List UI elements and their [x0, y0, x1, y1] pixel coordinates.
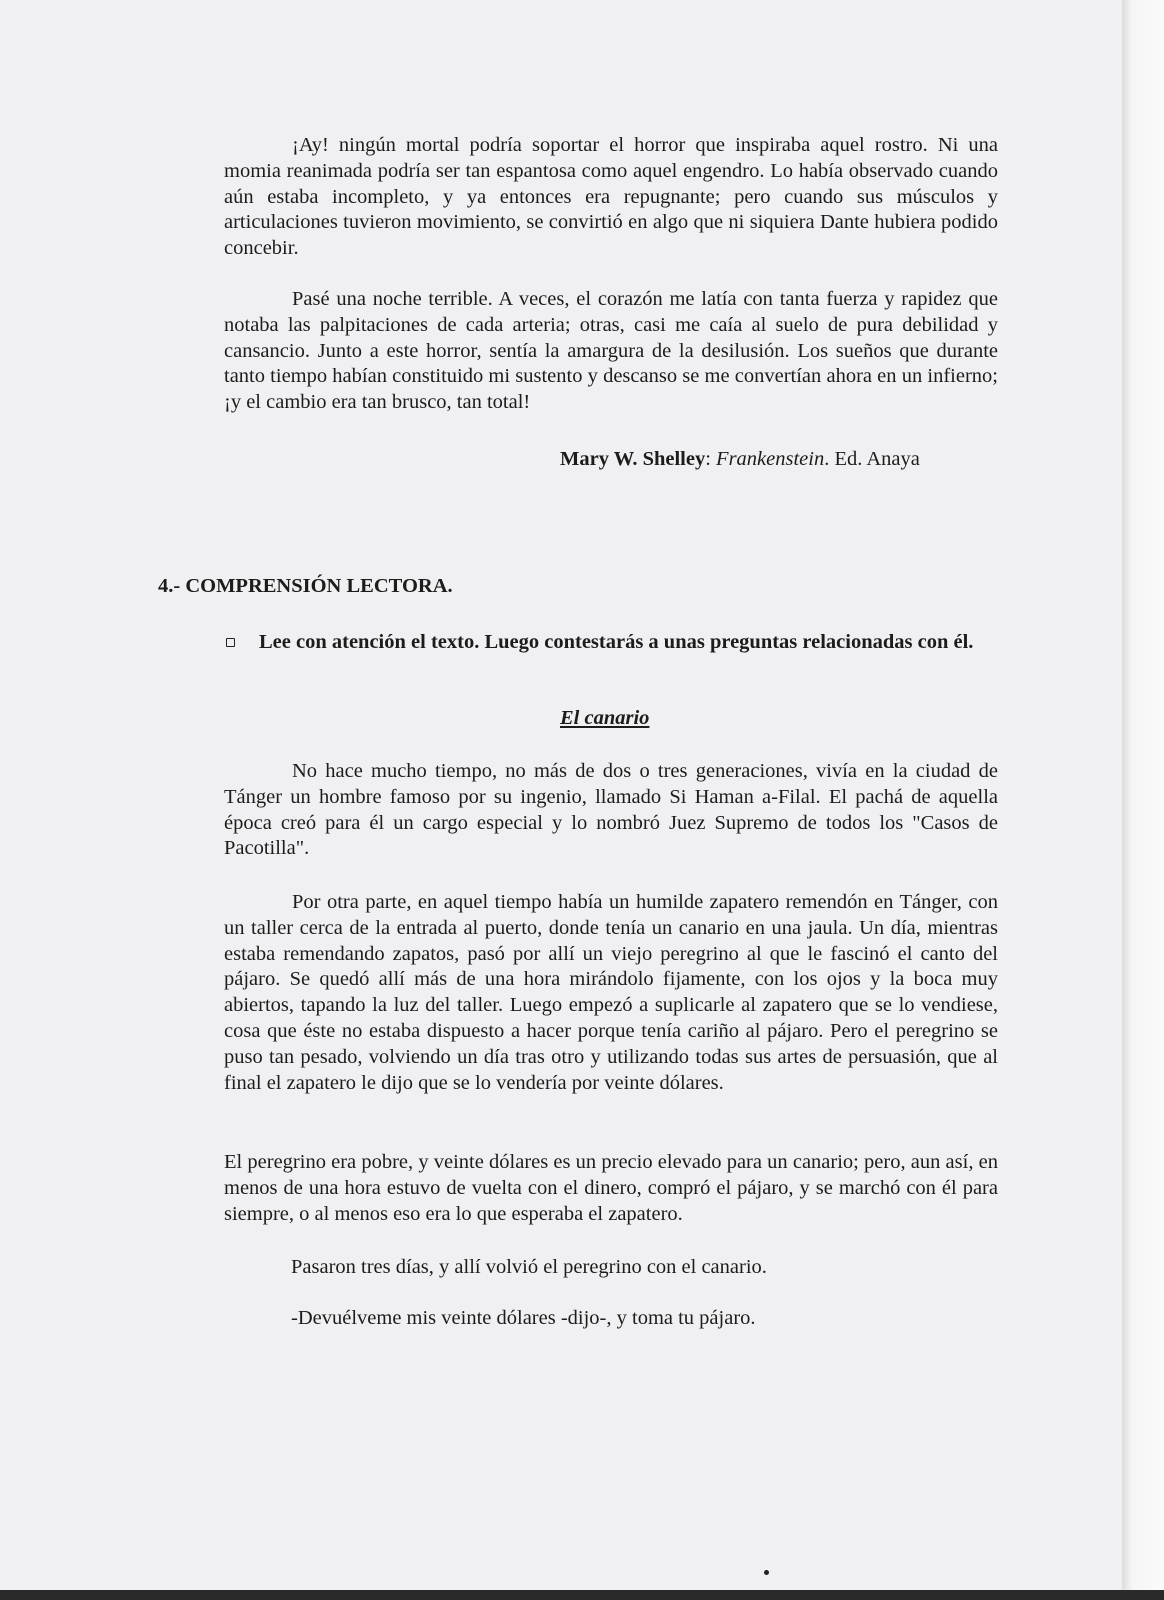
- story-paragraph-1: No hace mucho tiempo, no más de dos o tres generaciones, vivía en la ciudad de Tánger un hombre famoso por su ingenio, llamado Si Haman a-Filal. El pachá de aquella época creó para él un cargo especial y lo nombró Juez Supremo de todos los "Casos de Pacotilla".: [224, 760, 998, 860]
- citation-work: Frankenstein: [716, 448, 825, 470]
- story-paragraph-5: -Devuélveme mis veinte dólares -dijo-, y toma tu pájaro.: [291, 1307, 756, 1329]
- scan-speck: [764, 1570, 769, 1575]
- citation-publisher: . Ed. Anaya: [824, 448, 920, 470]
- story-paragraph-4: Pasaron tres días, y allí volvió el peregrino con el canario.: [291, 1256, 767, 1278]
- story-paragraph-2: Por otra parte, en aquel tiempo había un humilde zapatero remendón en Tánger, con un taller cerca de la entrada al puerto, donde tenía un canario en una jaula. Un día, mientras estaba remendando zapatos, pasó por allí un viejo peregrino al que le fascinó el canto del pájaro. Se quedó allí más de una hora mirándolo fijamente, con los ojos y la boca muy abiertos, tapando la luz del taller. Luego empezó a suplicarle al zapatero que se lo vendiese, cosa que éste no estaba dispuesto a hacer porque tenía cariño al pájaro. Pero el peregrino se puso tan pesado, volviendo un día tras otro y utilizando todas sus artes de persuasión, que al final el zapatero le dijo que se lo vendería por veinte dólares.: [224, 891, 998, 1094]
- story-paragraph-3: El peregrino era pobre, y veinte dólares es un precio elevado para un canario; pero, aun así, en menos de una hora estuvo de vuelta con el dinero, compró el pájaro, y se marchó con él para siempre, o al menos eso era lo que esperaba el zapatero.: [224, 1151, 998, 1225]
- excerpt-paragraph-2: Pasé una noche terrible. A veces, el corazón me latía con tanta fuerza y rapidez que notaba las palpitaciones de cada arteria; otras, casi me caía al suelo de pura debilidad y cansancio. Junto a este horror, sentía la amargura de la desilusión. Los sueños que durante tanto tiempo habían constituido mi sustento y descanso se me convertían ahora en un infierno; ¡y el cambio era tan brusco, tan total!: [224, 288, 998, 414]
- excerpt-citation: [560, 446, 920, 472]
- citation-author: Mary W. Shelley: [560, 448, 706, 470]
- page-edge-shadow: [1122, 0, 1164, 1596]
- scan-bottom-border: [0, 1590, 1164, 1600]
- square-bullet-icon: [226, 638, 235, 647]
- section-heading: 4.- COMPRENSIÓN LECTORA.: [158, 575, 453, 597]
- story-title: El canario: [560, 707, 650, 729]
- excerpt-paragraph-1: ¡Ay! ningún mortal podría soportar el horror que inspiraba aquel rostro. Ni una momia reanimada podría ser tan espantosa como aquel engendro. Lo había observado cuando aún estaba incompleto, y ya entonces era repugnante; pero cuando sus músculos y articulaciones tuvieron movimiento, se convirtió en algo que ni siquiera Dante hubiera podido concebir.: [224, 134, 998, 260]
- instruction-text: Lee con atención el texto. Luego contestarás a unas preguntas relacionadas con él.: [259, 631, 974, 653]
- citation-separator: :: [705, 448, 717, 470]
